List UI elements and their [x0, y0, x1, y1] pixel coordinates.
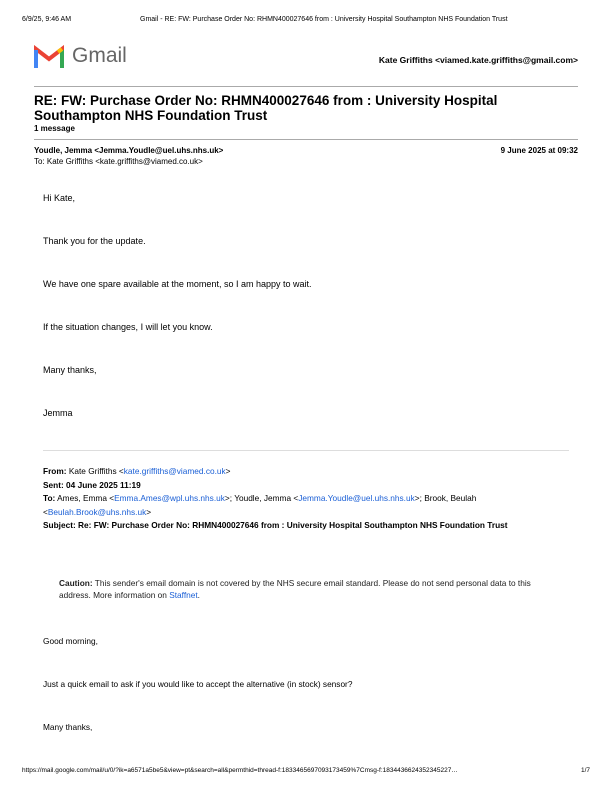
sent-date: 04 June 2025 11:19	[63, 479, 141, 490]
body-line: Thank you for the update.	[43, 236, 146, 246]
page-number: 1/7	[580, 767, 590, 774]
text: Ames, Emma <	[55, 493, 115, 503]
quoted-line: Many thanks,	[43, 722, 93, 732]
divider	[34, 86, 578, 87]
staffnet-link[interactable]: Staffnet	[169, 590, 198, 600]
quoted-line: Good morning,	[43, 636, 98, 646]
label: From:	[43, 466, 67, 476]
message-to: To: Kate Griffiths <kate.griffiths@viamed.co.uk>	[34, 157, 203, 166]
quoted-line: Just a quick email to ask if you would like to accept the alternative (in stock) sensor?	[43, 679, 353, 689]
body-line: We have one spare available at the moment, so I am happy to wait.	[43, 279, 312, 289]
account-label: Kate Griffiths <viamed.kate.griffiths@gmail.com>	[378, 55, 578, 65]
caution-banner: Caution: This sender's email domain is not covered by the NHS secure email standard. Please do not send personal data to this address. More information on Staffnet.	[59, 578, 531, 600]
thread-subject: RE: FW: Purchase Order No: RHMN400027646 from : University Hospital Southampton NHS Foundation Trust	[34, 93, 498, 123]
divider	[34, 139, 578, 140]
print-datetime: 6/9/25, 9:46 AM	[22, 16, 72, 23]
email-link[interactable]: Jemma.Youdle@uel.uhs.nhs.uk	[298, 493, 415, 503]
body-line: Hi Kate,	[43, 193, 76, 203]
message-count: 1 message	[34, 124, 75, 133]
body-line: Many thanks,	[43, 365, 97, 375]
text: Kate Griffiths <	[66, 466, 124, 476]
quoted-subject: Re: FW: Purchase Order No: RHMN400027646 from : University Hospital Southampton NHS Foundation Trust	[75, 520, 508, 530]
email-link[interactable]: kate.griffiths@viamed.co.uk	[123, 466, 226, 476]
label: Sent:	[43, 479, 64, 490]
gmail-m-icon	[34, 45, 64, 68]
email-link[interactable]: Beulah.Brook@uhs.nhs.uk	[47, 506, 147, 517]
message-from: Youdle, Jemma <Jemma.Youdle@uel.uhs.nhs.uk>	[34, 146, 224, 155]
message-date: 9 June 2025 at 09:32	[500, 146, 578, 155]
label: Subject:	[43, 520, 76, 530]
quoted-header: From: Kate Griffiths <kate.griffiths@viamed.co.uk> Sent: 04 June 2025 11:19 To: Ames, Emma <Emma.Ames@wpl.uhs.nhs.uk>; Youdle, Jemma <Jemma.Youdle@uel.uhs.nhs.uk>; Brook, Beulah <Beulah.Brook@uhs.nhs.uk> Subject: Re: FW: Purchase Order No: RHMN400027646 from : University Hospital Southampton NHS Foundation Trust	[43, 466, 508, 530]
print-title: Gmail - RE: FW: Purchase Order No: RHMN400027646 from : University Hospital Southampton NHS Foundation Trust	[140, 16, 508, 23]
text: >; Brook, Beulah <	[43, 493, 477, 517]
caution-text: This sender's email domain is not covered by the NHS secure email standard. Please do not send personal data to this address. More information on	[59, 578, 531, 600]
caution-label: Caution:	[59, 578, 93, 588]
email-link[interactable]: Emma.Ames@wpl.uhs.nhs.uk	[114, 493, 225, 503]
gmail-wordmark: Gmail	[72, 44, 127, 67]
label: To:	[43, 493, 56, 503]
text: >; Youdle, Jemma <	[224, 493, 299, 503]
quote-divider	[43, 450, 569, 451]
gmail-logo	[34, 44, 127, 68]
body-line: If the situation changes, I will let you know.	[43, 322, 213, 332]
footer-url: https://mail.google.com/mail/u/0/?ik=a6571a5be5&view=pt&search=all&permthid=thread-f:1833465697093173459%7Cmsg-f:1834436624352345227…	[22, 767, 458, 774]
body-line: Jemma	[43, 408, 73, 418]
